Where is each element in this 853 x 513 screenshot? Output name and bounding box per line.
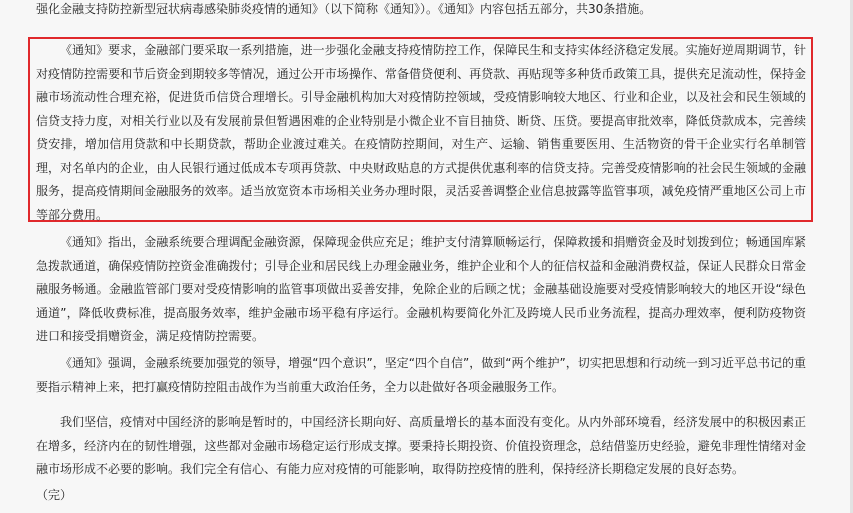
article-end-mark: （完） (36, 488, 73, 502)
article-paragraph-3: 《通知》强调，金融系统要加强党的领导，增强“四个意识”，坚定“四个自信”，做到“两个维护”，切实把思想和行动统一到习近平总书记的重要指示精神上来，把打赢疫情防控阻击战作为当前重大政治任务，全力以赴做好各项金融服务工作。 (36, 356, 806, 394)
highlighted-paragraph: 《通知》要求，金融部门要采取一系列措施，进一步强化金融支持疫情防控工作，保障民生和支持实体经济稳定发展。实施好逆周期调节，针对疫情防控需要和节后资金到期较多等情况，通过公开市场操作、常备借贷便利、再贷款、再贴现等多种货币政策工具，提供充足流动性，保持金融市场流动性合理充裕，促进货币信贷合理增长。引导金融机构加大对疫情防控领域，受疫情影响较大地区、行业和企业，以及社会和民生领域的信贷支持力度，对相关行业以及有发展前景但暂遇困难的企业特别是小微企业不盲目抽贷、断贷、压贷。要提高审批效率，降低贷款成本，完善续贷安排，增加信用贷款和中长期贷款，帮助企业渡过难关。在疫情防控期间，对生产、运输、销售重要医用、生活物资的骨干企业实行名单制管理，对名单内的企业，由人民银行通过低成本专项再贷款、中央财政贴息的方式提供优惠利率的信贷支持。完善受疫情影响的社会民生领域的金融服务，提高疫情期间金融服务的效率。适当放宽资本市场相关业务办理时限，灵活妥善调整企业信息披露等监管事项，减免疫情严重地区公司上市等部分费用。 (36, 43, 806, 222)
article-intro-line: 强化金融支持防控新型冠状病毒感染肺炎疫情的通知》（以下简称《通知》）。《通知》内容包括五部分，共30条措施。 (36, 2, 652, 16)
article-paragraph-2: 《通知》指出，金融系统要合理调配金融资源，保障现金供应充足；维护支付清算顺畅运行，保障救援和捐赠资金及时划拨到位；畅通国库紧急拨款通道，确保疫情防控资金准确拨付；引导企业和居民线上办理金融业务，维护企业和个人的征信权益和金融消费权益，保证人民群众日常金融服务畅通。金融监管部门要对受疫情影响的监管事项做出妥善安排，免除企业的后顾之忧；金融基础设施要对受疫情影响较大的地区开设“绿色通道”，降低收费标准，提高服务效率，维护金融市场平稳有序运行。金融机构要简化外汇及跨境人民币业务流程，提高办理效率，便利防疫物资进口和接受捐赠资金，满足疫情防控需要。 (36, 235, 806, 343)
article-paragraph-4: 我们坚信，疫情对中国经济的影响是暂时的，中国经济长期向好、高质量增长的基本面没有变化。从内外部环境看，经济发展中的积极因素正在增多，经济内在的韧性增强，这些都对金融市场稳定运行形成支撑。要秉持长期投资、价值投资理念，总结借鉴历史经验，避免非理性情绪对金融市场形成不必要的影响。我们完全有信心、有能力应对疫情的可能影响，取得防控疫情的胜利，保持经济长期稳定发展的良好态势。 (36, 415, 806, 476)
